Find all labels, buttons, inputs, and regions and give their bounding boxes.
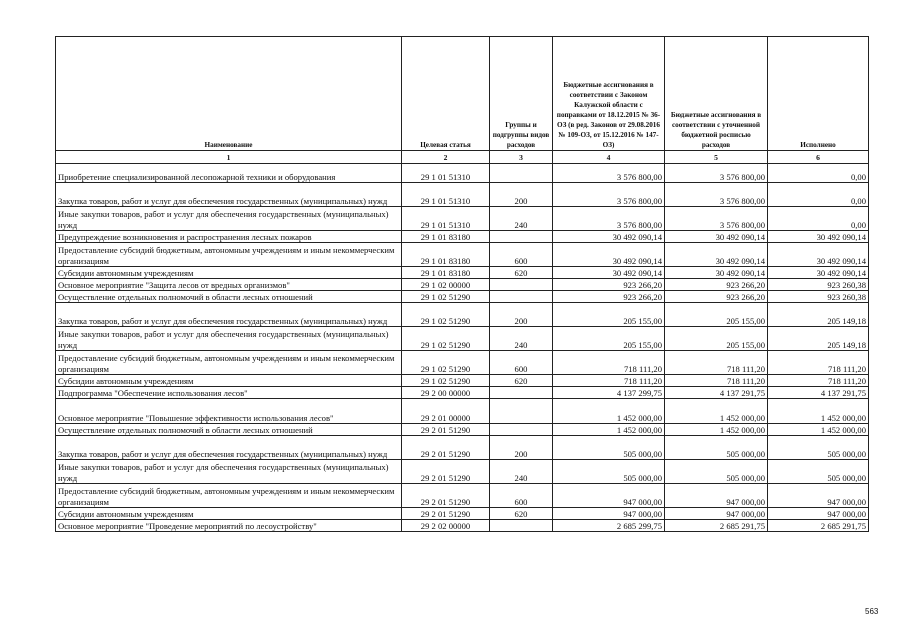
row-law-amount: 30 492 090,14 (553, 231, 665, 243)
table-row (56, 508, 869, 520)
row-schedule-amount: 205 155,00 (665, 327, 768, 351)
row-schedule-amount: 1 452 000,00 (665, 424, 768, 436)
header-name: Наименование (56, 37, 402, 151)
row-name: Закупка товаров, работ и услуг для обеспечения государственных (муниципальных) нужд (56, 303, 402, 327)
row-target-article: 29 1 01 51310 (402, 183, 490, 207)
row-law-amount: 718 111,20 (553, 375, 665, 387)
row-name: Осуществление отдельных полномочий в области лесных отношений (56, 291, 402, 303)
row-schedule-amount: 718 111,20 (665, 351, 768, 375)
row-schedule-amount: 4 137 291,75 (665, 387, 768, 399)
row-law-amount: 505 000,00 (553, 460, 665, 484)
row-executed-amount: 923 260,38 (768, 279, 869, 291)
header-executed: Исполнено (768, 37, 869, 151)
row-law-amount: 4 137 299,75 (553, 387, 665, 399)
row-executed-amount: 923 260,38 (768, 291, 869, 303)
header-target-article: Целевая статья (402, 37, 490, 151)
header-expense-groups: Группы и подгруппы видов расходов (490, 37, 553, 151)
row-target-article: 29 1 02 51290 (402, 303, 490, 327)
row-schedule-amount: 30 492 090,14 (665, 243, 768, 267)
row-expense-group (490, 387, 553, 399)
row-law-amount: 1 452 000,00 (553, 399, 665, 424)
row-expense-group: 200 (490, 183, 553, 207)
row-expense-group: 200 (490, 303, 553, 327)
table-row (56, 351, 869, 375)
column-number-row (56, 151, 869, 164)
table-body (56, 164, 869, 532)
row-target-article: 29 2 01 51290 (402, 436, 490, 460)
table-row (56, 399, 869, 424)
row-expense-group (490, 279, 553, 291)
row-schedule-amount: 923 266,20 (665, 291, 768, 303)
row-target-article: 29 1 01 83180 (402, 267, 490, 279)
row-executed-amount: 0,00 (768, 183, 869, 207)
row-target-article: 29 1 02 51290 (402, 291, 490, 303)
row-expense-group: 240 (490, 327, 553, 351)
table-row (56, 436, 869, 460)
row-name: Приобретение специализированной лесопожарной техники и оборудования (56, 164, 402, 183)
table-row (56, 267, 869, 279)
row-law-amount: 947 000,00 (553, 484, 665, 508)
row-name: Основное мероприятие "Проведение мероприятий по лесоустройству" (56, 520, 402, 532)
row-executed-amount: 0,00 (768, 207, 869, 231)
row-law-amount: 923 266,20 (553, 291, 665, 303)
row-target-article: 29 2 01 51290 (402, 424, 490, 436)
row-target-article: 29 1 01 51310 (402, 164, 490, 183)
row-expense-group: 600 (490, 484, 553, 508)
row-schedule-amount: 30 492 090,14 (665, 267, 768, 279)
row-target-article: 29 1 01 83180 (402, 243, 490, 267)
row-expense-group: 620 (490, 267, 553, 279)
table-row (56, 164, 869, 183)
row-law-amount: 505 000,00 (553, 436, 665, 460)
table-row (56, 291, 869, 303)
row-name: Субсидии автономным учреждениям (56, 508, 402, 520)
row-name: Иные закупки товаров, работ и услуг для обеспечения государственных (муниципальных) нужд (56, 327, 402, 351)
row-schedule-amount: 30 492 090,14 (665, 231, 768, 243)
row-schedule-amount: 505 000,00 (665, 436, 768, 460)
row-expense-group: 200 (490, 436, 553, 460)
header-law-allocations: Бюджетные ассигнования в соответствии с Законом Калужской области с поправками от 18.12.2015 № 36-ОЗ (в ред. Законов от 29.08.2016 № 109-ОЗ, от 15.12.2016 № 147-ОЗ) (553, 37, 665, 151)
row-law-amount: 205 155,00 (553, 303, 665, 327)
table-row (56, 327, 869, 351)
row-name: Предупреждение возникновения и распространения лесных пожаров (56, 231, 402, 243)
row-name: Предоставление субсидий бюджетным, автономным учреждениям и иным некоммерческим организациям (56, 351, 402, 375)
row-executed-amount: 0,00 (768, 164, 869, 183)
row-name: Субсидии автономным учреждениям (56, 267, 402, 279)
row-executed-amount: 4 137 291,75 (768, 387, 869, 399)
row-schedule-amount: 505 000,00 (665, 460, 768, 484)
row-law-amount: 3 576 800,00 (553, 183, 665, 207)
row-executed-amount: 718 111,20 (768, 375, 869, 387)
row-name: Основное мероприятие "Повышение эффективности использования лесов" (56, 399, 402, 424)
row-expense-group: 240 (490, 460, 553, 484)
table-row (56, 183, 869, 207)
table-row (56, 231, 869, 243)
row-expense-group (490, 164, 553, 183)
header-row (56, 37, 869, 151)
row-target-article: 29 1 02 00000 (402, 279, 490, 291)
table-row (56, 387, 869, 399)
table-row (56, 460, 869, 484)
row-executed-amount: 1 452 000,00 (768, 399, 869, 424)
row-name: Иные закупки товаров, работ и услуг для обеспечения государственных (муниципальных) нужд (56, 207, 402, 231)
table-row (56, 303, 869, 327)
column-number: 5 (665, 151, 768, 164)
row-law-amount: 30 492 090,14 (553, 243, 665, 267)
row-law-amount: 30 492 090,14 (553, 267, 665, 279)
row-target-article: 29 2 01 51290 (402, 508, 490, 520)
row-executed-amount: 505 000,00 (768, 460, 869, 484)
row-schedule-amount: 923 266,20 (665, 279, 768, 291)
row-schedule-amount: 718 111,20 (665, 375, 768, 387)
row-executed-amount: 205 149,18 (768, 327, 869, 351)
row-schedule-amount: 2 685 291,75 (665, 520, 768, 532)
table-row (56, 484, 869, 508)
row-target-article: 29 1 01 83180 (402, 231, 490, 243)
row-executed-amount: 30 492 090,14 (768, 267, 869, 279)
row-name: Основное мероприятие "Защита лесов от вредных организмов" (56, 279, 402, 291)
row-schedule-amount: 947 000,00 (665, 484, 768, 508)
row-executed-amount: 205 149,18 (768, 303, 869, 327)
table-row (56, 424, 869, 436)
row-law-amount: 3 576 800,00 (553, 164, 665, 183)
row-schedule-amount: 947 000,00 (665, 508, 768, 520)
budget-table (55, 36, 869, 532)
row-executed-amount: 505 000,00 (768, 436, 869, 460)
row-target-article: 29 2 01 00000 (402, 399, 490, 424)
row-target-article: 29 2 01 51290 (402, 484, 490, 508)
row-executed-amount: 1 452 000,00 (768, 424, 869, 436)
row-executed-amount: 947 000,00 (768, 484, 869, 508)
row-name: Предоставление субсидий бюджетным, автономным учреждениям и иным некоммерческим организациям (56, 243, 402, 267)
table-row (56, 243, 869, 267)
row-expense-group (490, 424, 553, 436)
table-row (56, 279, 869, 291)
row-name: Осуществление отдельных полномочий в области лесных отношений (56, 424, 402, 436)
column-number: 3 (490, 151, 553, 164)
row-expense-group: 620 (490, 508, 553, 520)
row-name: Закупка товаров, работ и услуг для обеспечения государственных (муниципальных) нужд (56, 436, 402, 460)
row-law-amount: 3 576 800,00 (553, 207, 665, 231)
header-schedule-allocations: Бюджетные ассигнования в соответствии с уточненной бюджетной росписью расходов (665, 37, 768, 151)
row-target-article: 29 1 02 51290 (402, 375, 490, 387)
row-law-amount: 947 000,00 (553, 508, 665, 520)
row-name: Иные закупки товаров, работ и услуг для обеспечения государственных (муниципальных) нужд (56, 460, 402, 484)
row-executed-amount: 718 111,20 (768, 351, 869, 375)
row-expense-group (490, 399, 553, 424)
row-law-amount: 1 452 000,00 (553, 424, 665, 436)
row-target-article: 29 1 02 51290 (402, 327, 490, 351)
row-name: Подпрограмма "Обеспечение использования лесов" (56, 387, 402, 399)
row-expense-group (490, 520, 553, 532)
row-target-article: 29 2 01 51290 (402, 460, 490, 484)
row-executed-amount: 30 492 090,14 (768, 231, 869, 243)
row-expense-group: 600 (490, 351, 553, 375)
row-executed-amount: 2 685 291,75 (768, 520, 869, 532)
row-law-amount: 923 266,20 (553, 279, 665, 291)
row-expense-group: 600 (490, 243, 553, 267)
row-executed-amount: 30 492 090,14 (768, 243, 869, 267)
row-name: Субсидии автономным учреждениям (56, 375, 402, 387)
row-schedule-amount: 3 576 800,00 (665, 207, 768, 231)
row-expense-group (490, 291, 553, 303)
row-target-article: 29 1 02 51290 (402, 351, 490, 375)
row-law-amount: 2 685 299,75 (553, 520, 665, 532)
row-law-amount: 718 111,20 (553, 351, 665, 375)
table-row (56, 520, 869, 532)
row-expense-group: 240 (490, 207, 553, 231)
row-schedule-amount: 3 576 800,00 (665, 183, 768, 207)
row-name: Закупка товаров, работ и услуг для обеспечения государственных (муниципальных) нужд (56, 183, 402, 207)
column-number: 1 (56, 151, 402, 164)
column-number: 4 (553, 151, 665, 164)
table-row (56, 375, 869, 387)
row-executed-amount: 947 000,00 (768, 508, 869, 520)
row-expense-group: 620 (490, 375, 553, 387)
row-target-article: 29 1 01 51310 (402, 207, 490, 231)
row-target-article: 29 2 00 00000 (402, 387, 490, 399)
row-target-article: 29 2 02 00000 (402, 520, 490, 532)
page-number: 563 (865, 607, 879, 616)
row-law-amount: 205 155,00 (553, 327, 665, 351)
column-number: 6 (768, 151, 869, 164)
row-schedule-amount: 3 576 800,00 (665, 164, 768, 183)
row-schedule-amount: 205 155,00 (665, 303, 768, 327)
row-name: Предоставление субсидий бюджетным, автономным учреждениям и иным некоммерческим организациям (56, 484, 402, 508)
row-schedule-amount: 1 452 000,00 (665, 399, 768, 424)
table-row (56, 207, 869, 231)
column-number: 2 (402, 151, 490, 164)
row-expense-group (490, 231, 553, 243)
